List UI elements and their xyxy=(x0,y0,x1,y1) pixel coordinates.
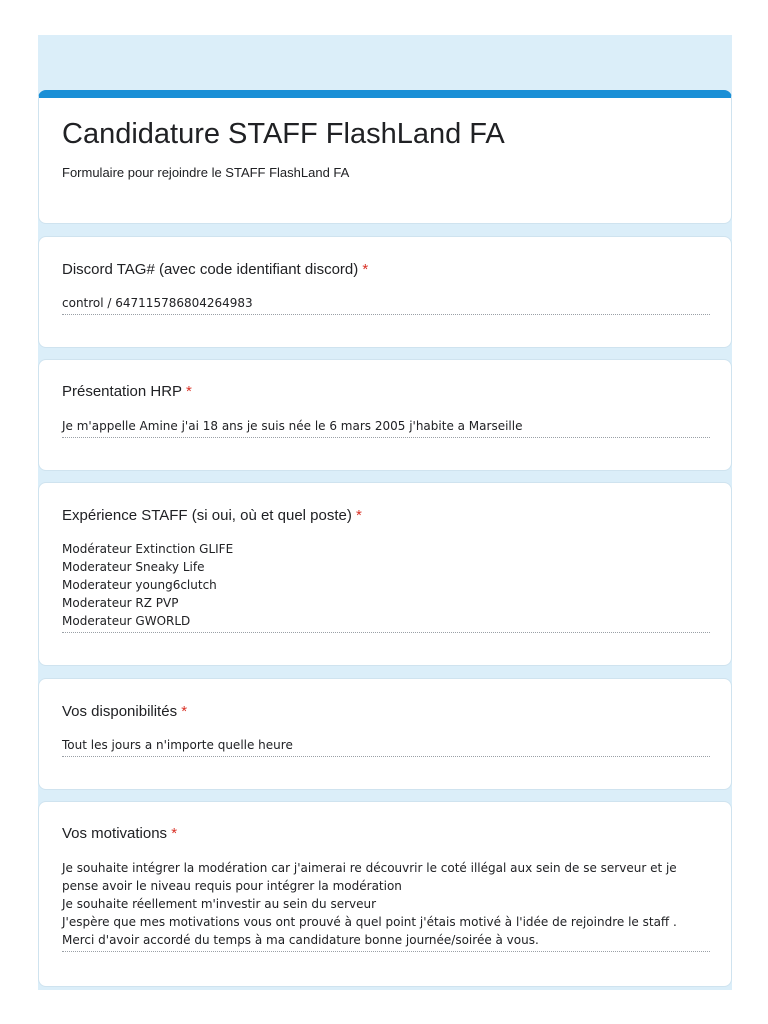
question-title xyxy=(62,702,187,722)
question-card-presentation-hrp xyxy=(38,359,732,471)
question-card-experience-staff xyxy=(38,482,732,666)
question-label: Expérience STAFF (si oui, où et quel poste) xyxy=(62,507,352,524)
question-label: Vos motivations xyxy=(62,825,168,842)
question-title xyxy=(62,824,177,844)
answer-field[interactable]: control / 647115786804264983 xyxy=(62,294,710,315)
form-page xyxy=(38,35,732,990)
required-marker: * xyxy=(181,703,188,720)
form-header-card xyxy=(38,90,732,224)
required-marker: * xyxy=(356,507,362,524)
question-label: Vos disponibilités xyxy=(62,703,178,720)
question-label: Présentation HRP xyxy=(62,383,182,400)
answer-field[interactable]: Tout les jours a n'importe quelle heure xyxy=(62,736,710,757)
answer-field[interactable]: Je souhaite intégrer la modération car j'aimerai re découvrir le coté illégal aux sein de se serveur et je pense avoir le niveau requis pour intégrer la modération Je souhaite réellement m'investir au sein du serveur J'espère que mes motivations vous ont prouvé à quel point j'étais motivé à l'idée de rejoindre le staff . Merci d'avoir accordé du temps à ma candidature bonne journée/soirée à vous. xyxy=(62,859,710,952)
question-label: Discord TAG# (avec code identifiant discord) xyxy=(62,261,359,278)
question-title xyxy=(62,506,362,526)
answer-field[interactable]: Modérateur Extinction GLIFE Moderateur Sneaky Life Moderateur young6clutch Moderateur RZ PVP Moderateur GWORLD xyxy=(62,540,710,633)
question-card-disponibilites xyxy=(38,678,732,790)
required-marker: * xyxy=(185,383,192,400)
question-title xyxy=(62,260,368,280)
question-title xyxy=(62,382,192,402)
required-marker: * xyxy=(171,825,178,842)
form-description: Formulaire pour rejoindre le STAFF FlashLand FA xyxy=(62,165,350,180)
answer-field[interactable]: Je m'appelle Amine j'ai 18 ans je suis née le 6 mars 2005 j'habite a Marseille xyxy=(62,417,710,438)
question-card-discord-tag xyxy=(38,236,732,348)
required-marker: * xyxy=(362,261,369,278)
question-card-motivations xyxy=(38,801,732,987)
form-title: Candidature STAFF FlashLand FA xyxy=(62,118,505,150)
